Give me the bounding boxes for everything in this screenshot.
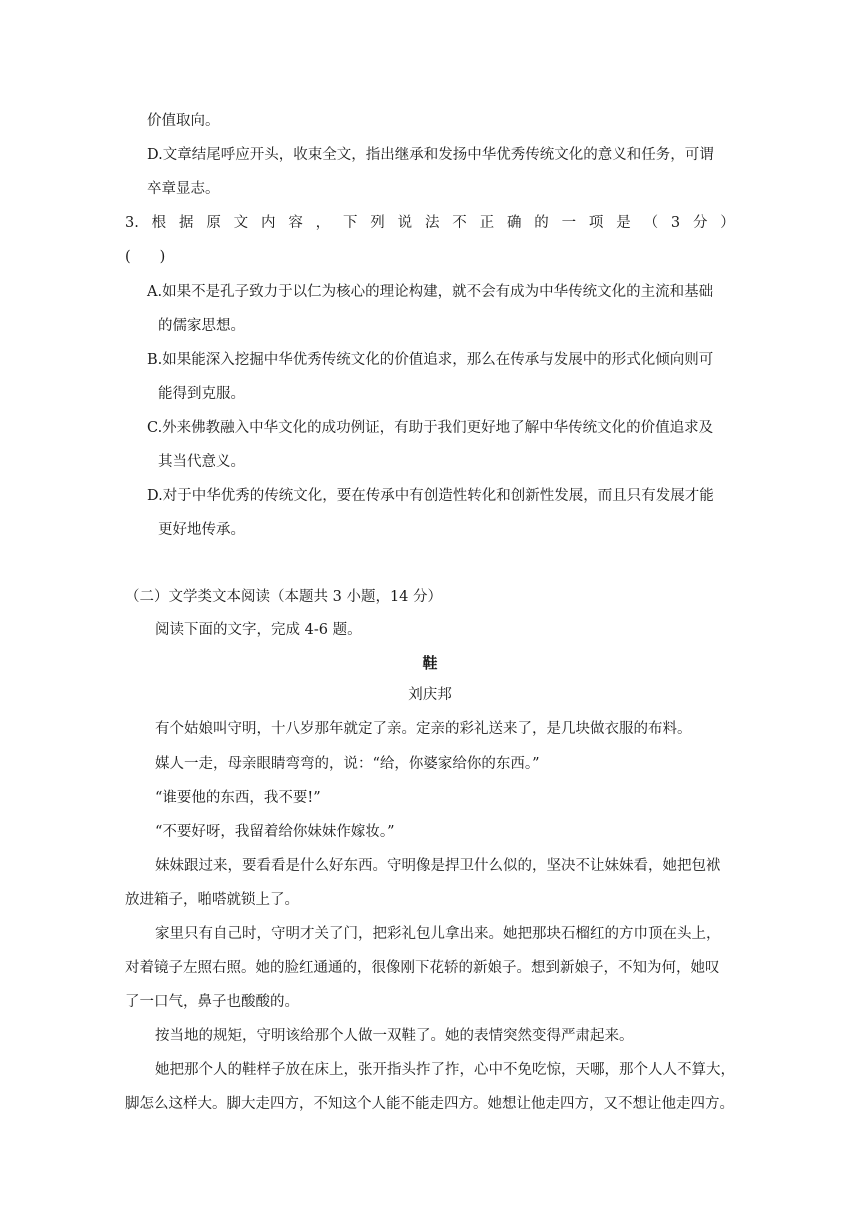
- section-heading: （二）文学类文本阅读（本题共 3 小题，14 分）: [125, 589, 443, 605]
- stem-char: 一: [561, 215, 577, 231]
- story-line: 了一口气，鼻子也酸酸的。: [125, 994, 299, 1010]
- stem-char: （: [643, 215, 659, 231]
- story-author: 刘庆邦: [408, 687, 452, 703]
- option-d-line2: 更好地传承。: [158, 522, 245, 538]
- stem-char: 列: [370, 215, 385, 231]
- stem-char: 原: [206, 215, 221, 231]
- stem-char: 根: [151, 215, 167, 231]
- story-line: 对着镜子左照右照。她的脸红通通的，很像刚下花轿的新娘子。想到新娘子，不知为何，她叹: [125, 960, 720, 976]
- stem-char: 法: [424, 215, 440, 231]
- story-line: “谁要他的东西，我不要!”: [155, 790, 321, 806]
- stem-char: 项: [588, 215, 604, 231]
- prev-option-d-line2: 卒章显志。: [147, 181, 220, 197]
- option-c-line2: 其当代意义。: [158, 454, 245, 470]
- stem-char: 3: [670, 215, 681, 231]
- story-line: 家里只有自己时，守明才关了门，把彩礼包儿拿出来。她把那块石榴红的方巾顶在头上，: [155, 926, 721, 942]
- answer-parenthesis: ( ): [125, 249, 166, 265]
- story-line: 妹妹跟过来，要看看是什么好东西。守明像是捍卫什么似的，坚决不让妹妹看，她把包袱: [155, 858, 721, 874]
- stem-char: 容: [288, 215, 303, 231]
- option-b-line1: B.如果能深入挖掘中华优秀传统文化的价值追求，那么在传承与发展中的形式化倾向则可: [147, 352, 714, 368]
- stem-char: 不: [452, 215, 467, 231]
- prev-option-d-line1: D.文章结尾呼应开头，收束全文，指出继承和发扬中华优秀传统文化的意义和任务，可谓: [147, 147, 714, 163]
- story-title: 鞋: [422, 654, 438, 672]
- stem-char: ，: [315, 215, 331, 231]
- stem-char: 是: [616, 215, 631, 231]
- stem-char: 据: [179, 215, 194, 231]
- story-line: 媒人一走，母亲眼睛弯弯的，说：“给，你婆家给你的东西。”: [155, 756, 540, 772]
- stem-char: 分: [692, 215, 708, 231]
- story-line: 放进箱子，啪嗒就锁上了。: [125, 892, 299, 908]
- story-line: 有个姑娘叫守明，十八岁那年就定了亲。定亲的彩礼送来了，是几块做衣服的布料。: [155, 721, 692, 737]
- stem-char: 下: [342, 215, 358, 231]
- option-b-line2: 能得到克服。: [158, 386, 245, 402]
- story-line: 按当地的规矩，守明该给那个人做一双鞋了。她的表情突然变得严肃起来。: [155, 1028, 634, 1044]
- section-instruction: 阅读下面的文字，完成 4-6 题。: [155, 622, 362, 638]
- stem-char: 3.: [125, 215, 139, 231]
- story-line: 脚怎么这样大。脚大走四方，不知这个人能不能走四方。她想让他走四方，又不想让他走四方。: [125, 1096, 734, 1112]
- option-a-line1: A.如果不是孔子致力于以仁为核心的理论构建，就不会有成为中华传统文化的主流和基础: [147, 284, 714, 300]
- stem-char: 的: [534, 215, 549, 231]
- story-line: “不要好呀，我留着给你妹妹作嫁妆。”: [155, 824, 395, 840]
- stem-char: 内: [260, 215, 276, 231]
- stem-char: 文: [233, 215, 249, 231]
- option-c-line1: C.外来佛教融入中华文化的成功例证，有助于我们更好地了解中华传统文化的价值追求及: [147, 420, 714, 436]
- stem-char: 说: [397, 215, 413, 231]
- continued-text: 价值取向。: [147, 113, 220, 129]
- question-3-stem: [125, 213, 735, 233]
- story-line: 她把那个人的鞋样子放在床上，张开指头拃了拃，心中不免吃惊，天哪，那个人人不算大，: [155, 1062, 735, 1078]
- option-d-line1: D.对于中华优秀的传统文化，要在传承中有创造性转化和创新性发展，而且只有发展才能: [147, 488, 714, 504]
- stem-char: 正: [479, 215, 495, 231]
- stem-char: ）: [720, 215, 735, 231]
- option-a-line2: 的儒家思想。: [158, 318, 245, 334]
- stem-char: 确: [506, 215, 522, 231]
